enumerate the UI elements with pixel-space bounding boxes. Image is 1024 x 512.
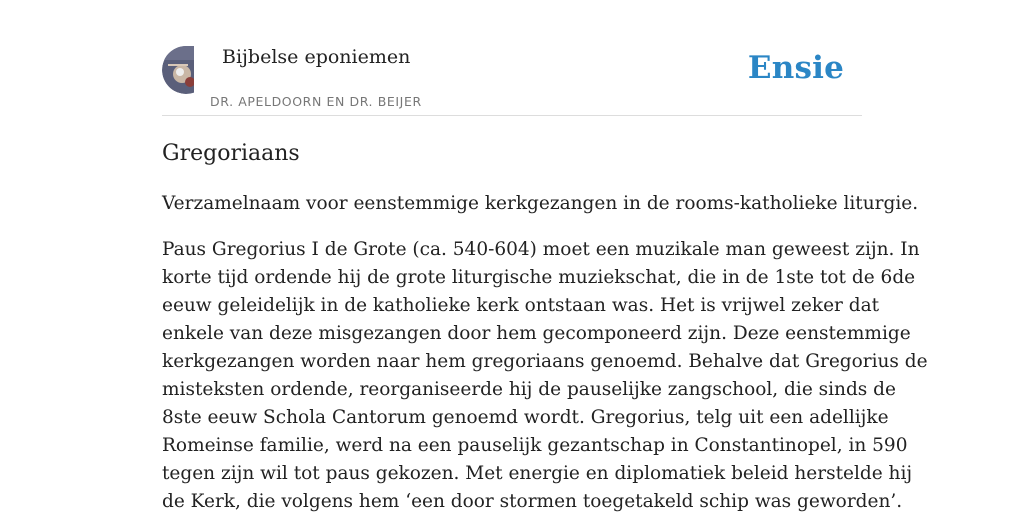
body-line: tegen zijn wil tot paus gekozen. Met energie en diplomatiek beleid herstelde hij xyxy=(162,463,913,484)
book-cover-icon[interactable] xyxy=(162,46,194,94)
body-line: misteksten ordende, reorganiseerde hij de pauselijke zangschool, die sinds de xyxy=(162,379,896,400)
entry-title: Gregoriaans xyxy=(162,141,300,166)
body-line: eeuw geleidelijk in de katholieke kerk ontstaan was. Het is vrijwel zeker dat xyxy=(162,295,880,316)
body-line: 8ste eeuw Schola Cantorum genoemd wordt. Gregorius, telg uit een adellijke xyxy=(162,407,889,428)
body-line: de Kerk, die volgens hem ‘een door stormen toegetakeld schip was geworden’. xyxy=(162,491,903,512)
body-line: korte tijd ordende hij de grote liturgische muziekschat, die in de 1ste tot de 6de xyxy=(162,267,916,288)
body-line: Romeinse familie, werd na een pauselijk gezantschap in Constantinopel, in 590 xyxy=(162,435,908,456)
article xyxy=(162,138,928,512)
entry-body xyxy=(162,236,928,512)
body-line: enkele van deze misgezangen door hem gecomponeerd zijn. Deze eenstemmige xyxy=(162,323,911,344)
ensie-logo[interactable]: Ensie xyxy=(747,50,844,86)
book-title[interactable]: Bijbelse eponiemen xyxy=(222,46,411,68)
body-line: Paus Gregorius I de Grote (ca. 540-604) moet een muzikale man geweest zijn. In xyxy=(162,239,920,260)
book-header xyxy=(162,40,862,116)
body-line: kerkgezangen worden naar hem gregoriaans genoemd. Behalve dat Gregorius de xyxy=(162,351,928,372)
entry-lead: Verzamelnaam voor eenstemmige kerkgezangen in de rooms-katholieke liturgie. xyxy=(162,193,919,214)
book-authors: DR. APELDOORN EN DR. BEIJER xyxy=(210,94,422,109)
